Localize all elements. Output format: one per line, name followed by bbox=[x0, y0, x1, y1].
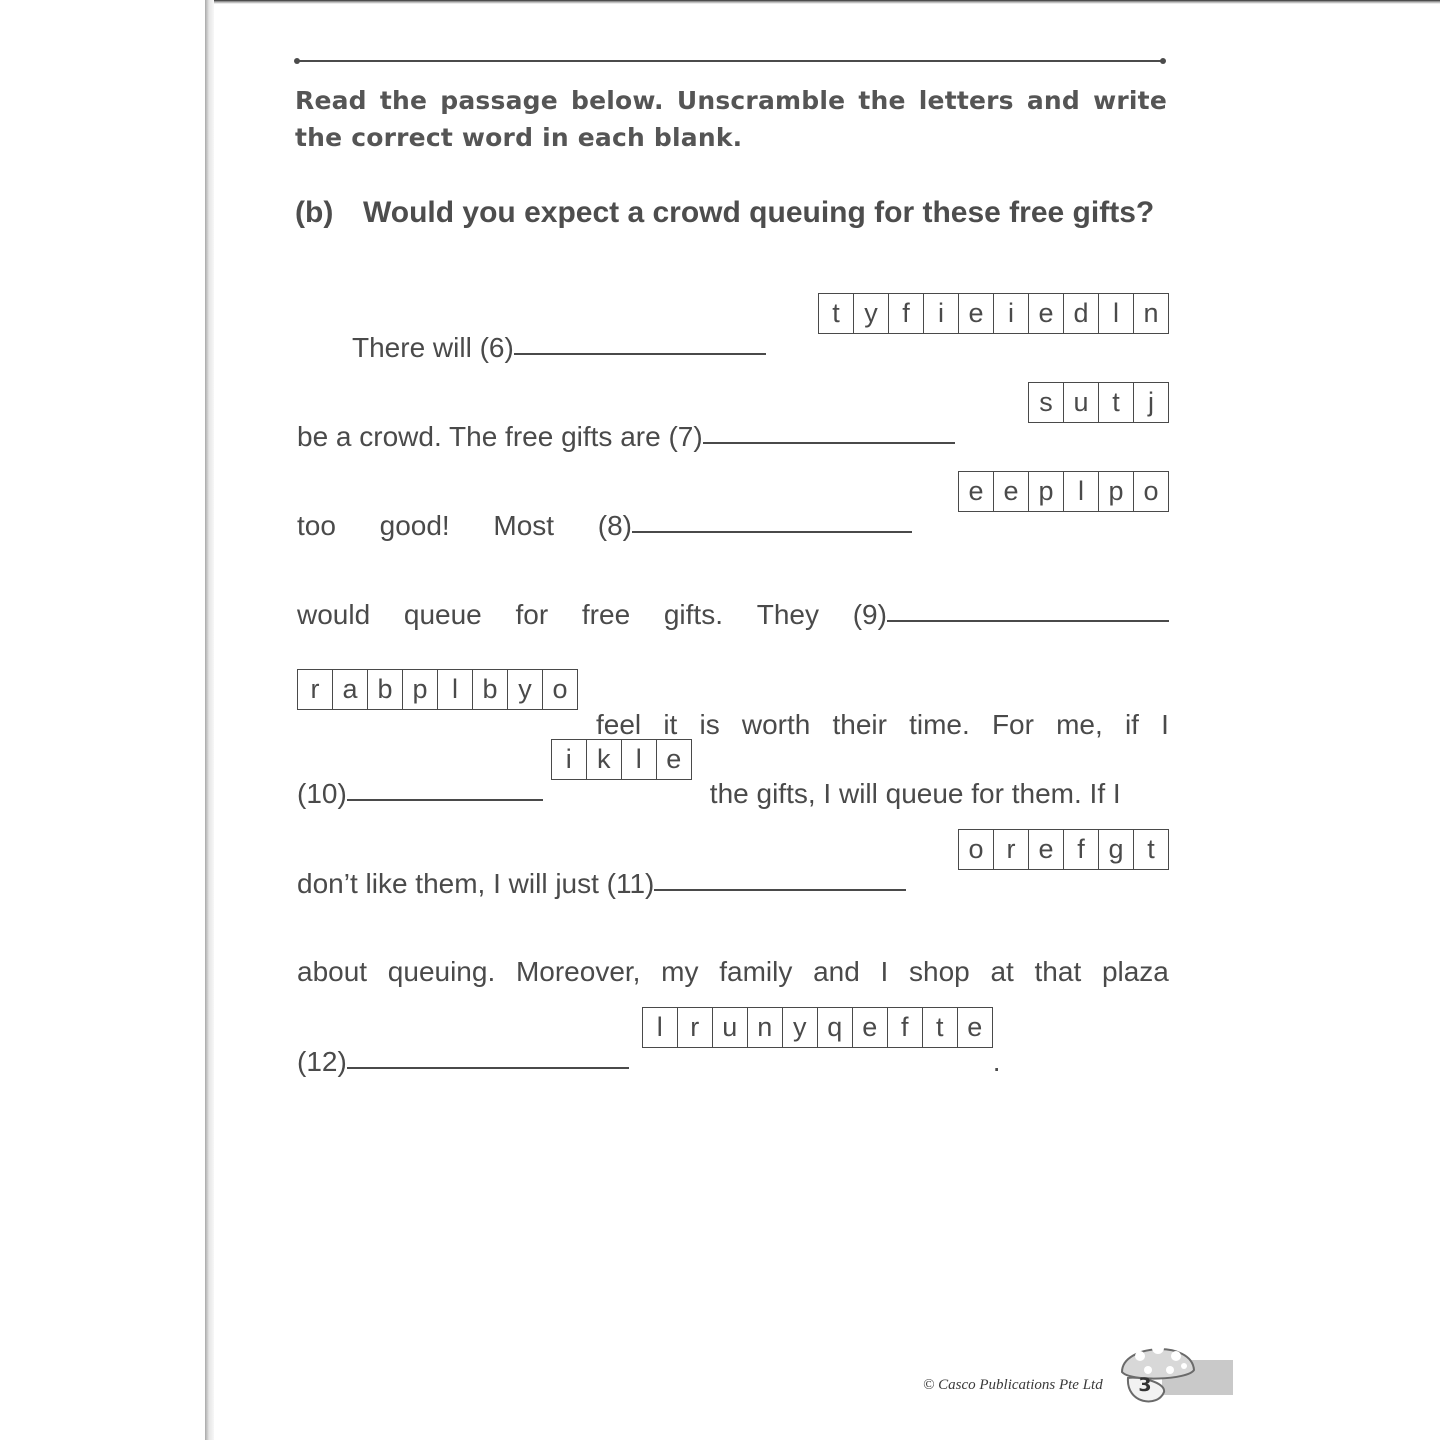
word: if bbox=[1124, 709, 1139, 740]
answer-blank-11[interactable] bbox=[654, 889, 906, 891]
passage-line-6 bbox=[297, 744, 1169, 810]
letter-cell: e bbox=[1028, 294, 1063, 333]
letter-cell: y bbox=[782, 1008, 817, 1047]
letter-cell: l bbox=[656, 1012, 663, 1042]
passage-line-3 bbox=[297, 476, 1169, 542]
line-text: be a crowd. The free gifts are (7) bbox=[297, 421, 703, 452]
page-binding-edge bbox=[205, 0, 214, 1440]
word: is bbox=[699, 709, 720, 740]
letter-box-8 bbox=[958, 471, 1169, 512]
word: about bbox=[297, 956, 368, 987]
line-text: the gifts, I will queue for them. If I bbox=[709, 778, 1121, 809]
letter-box-11 bbox=[958, 829, 1169, 870]
word: feel bbox=[596, 709, 642, 740]
passage-line-5 bbox=[297, 674, 1169, 741]
word: at bbox=[990, 956, 1014, 987]
letter-box-10 bbox=[551, 739, 692, 780]
word: would bbox=[297, 599, 371, 630]
letter-cell: y bbox=[507, 670, 542, 709]
letter-cell: b bbox=[367, 670, 402, 709]
letter-cell: j bbox=[1133, 383, 1168, 422]
letter-cell: f bbox=[887, 1008, 922, 1047]
letter-cell: l bbox=[621, 740, 656, 779]
line-words bbox=[297, 956, 1169, 988]
letter-cell: r bbox=[993, 830, 1028, 869]
letter-cell: p bbox=[402, 670, 437, 709]
word: it bbox=[663, 709, 678, 740]
word: for bbox=[515, 599, 549, 630]
letter-cell: i bbox=[993, 294, 1028, 333]
letter-cell: l bbox=[1063, 472, 1098, 511]
passage-line-2 bbox=[297, 387, 1169, 453]
word: their bbox=[832, 709, 887, 740]
word: They bbox=[756, 599, 819, 630]
word: queuing. bbox=[387, 956, 496, 987]
word: queue bbox=[403, 599, 482, 630]
passage-line-4 bbox=[297, 581, 1169, 631]
copyright: © Casco Publications Pte Ltd bbox=[923, 1377, 1103, 1393]
word: family bbox=[719, 956, 793, 987]
top-scan-shadow bbox=[214, 0, 1440, 4]
word: (8) bbox=[597, 510, 632, 541]
answer-blank-10[interactable] bbox=[347, 799, 543, 801]
letter-cell: e bbox=[958, 294, 993, 333]
word: I bbox=[1161, 709, 1169, 740]
letter-cell: p bbox=[1028, 472, 1063, 511]
letter-cell: d bbox=[1063, 294, 1098, 333]
page-number: 3 bbox=[1138, 1374, 1152, 1396]
rule-dot-right bbox=[1160, 58, 1166, 64]
section-number: (b) bbox=[295, 196, 334, 229]
letter-cell: q bbox=[817, 1008, 852, 1047]
instructions: Read the passage below. Unscramble the letters and write the correct word in each blank. bbox=[295, 86, 1167, 152]
word: free bbox=[581, 599, 631, 630]
word: I bbox=[880, 956, 889, 987]
line-number: (12) bbox=[297, 1046, 347, 1077]
answer-blank-8[interactable] bbox=[632, 531, 912, 533]
letter-cell: e bbox=[968, 476, 984, 506]
letter-cell: y bbox=[853, 294, 888, 333]
letter-cell: u bbox=[712, 1008, 747, 1047]
word: Moreover, bbox=[515, 956, 641, 987]
letter-cell: t bbox=[922, 1008, 957, 1047]
letter-cell: b bbox=[472, 670, 507, 709]
passage-line-1 bbox=[297, 298, 1169, 364]
line-text: don’t like them, I will just (11) bbox=[297, 868, 655, 899]
word: worth bbox=[741, 709, 811, 740]
letter-box-9 bbox=[297, 669, 578, 710]
letter-cell: f bbox=[1063, 830, 1098, 869]
letter-cell: e bbox=[656, 740, 691, 779]
line-number: (10) bbox=[297, 778, 347, 809]
letter-cell: k bbox=[586, 740, 621, 779]
answer-blank-12[interactable] bbox=[347, 1067, 629, 1069]
word: time. bbox=[909, 709, 970, 740]
word: gifts. bbox=[663, 599, 723, 630]
end-period: . bbox=[992, 1046, 1001, 1077]
line-words bbox=[297, 510, 632, 542]
word: Most bbox=[493, 510, 555, 541]
word: plaza bbox=[1101, 956, 1169, 987]
word: shop bbox=[909, 956, 970, 987]
header-rule bbox=[297, 60, 1163, 62]
letter-cell: a bbox=[332, 670, 367, 709]
word: that bbox=[1034, 956, 1082, 987]
rule-dot-left bbox=[294, 58, 300, 64]
passage-line-7 bbox=[297, 834, 1169, 900]
letter-cell: l bbox=[1098, 294, 1133, 333]
answer-blank-6[interactable] bbox=[514, 353, 766, 355]
word: and bbox=[813, 956, 860, 987]
letter-cell: f bbox=[888, 294, 923, 333]
word: my bbox=[661, 956, 699, 987]
letter-cell: i bbox=[923, 294, 958, 333]
letter-cell: g bbox=[1098, 830, 1133, 869]
section-heading bbox=[295, 196, 1154, 230]
answer-blank-7[interactable] bbox=[703, 442, 955, 444]
mushroom-icon bbox=[1118, 1330, 1198, 1410]
letter-cell: p bbox=[1098, 472, 1133, 511]
letter-cell: i bbox=[565, 744, 572, 774]
letter-cell: t bbox=[1133, 830, 1168, 869]
letter-cell: o bbox=[968, 834, 984, 864]
word: For bbox=[991, 709, 1034, 740]
letter-cell: o bbox=[1133, 472, 1168, 511]
letter-cell: o bbox=[542, 670, 577, 709]
letter-cell: n bbox=[747, 1008, 782, 1047]
word: me, bbox=[1056, 709, 1103, 740]
letter-box-12 bbox=[642, 1007, 993, 1048]
passage-line-9 bbox=[297, 1012, 1169, 1078]
word: (9) bbox=[852, 599, 887, 630]
letter-cell: t bbox=[1098, 383, 1133, 422]
letter-cell: s bbox=[1039, 387, 1053, 417]
letter-cell: e bbox=[957, 1008, 992, 1047]
letter-box-7 bbox=[1028, 382, 1169, 423]
letter-cell: e bbox=[1028, 830, 1063, 869]
letter-cell: r bbox=[677, 1008, 712, 1047]
letter-cell: e bbox=[852, 1008, 887, 1047]
answer-blank-9[interactable] bbox=[887, 620, 1169, 622]
passage-line-8 bbox=[297, 938, 1169, 988]
letter-cell: n bbox=[1133, 294, 1168, 333]
letter-box-6 bbox=[818, 293, 1169, 334]
letter-cell: e bbox=[993, 472, 1028, 511]
word: good! bbox=[379, 510, 450, 541]
letter-cell: t bbox=[832, 298, 840, 328]
line-text: There will (6) bbox=[352, 332, 514, 363]
line-words bbox=[297, 599, 887, 631]
word: too bbox=[297, 510, 336, 541]
letter-cell: u bbox=[1063, 383, 1098, 422]
letter-cell: r bbox=[310, 674, 320, 704]
line-words bbox=[596, 709, 1169, 741]
section-question: Would you expect a crowd queuing for these free gifts? bbox=[363, 196, 1155, 229]
letter-cell: l bbox=[437, 670, 472, 709]
